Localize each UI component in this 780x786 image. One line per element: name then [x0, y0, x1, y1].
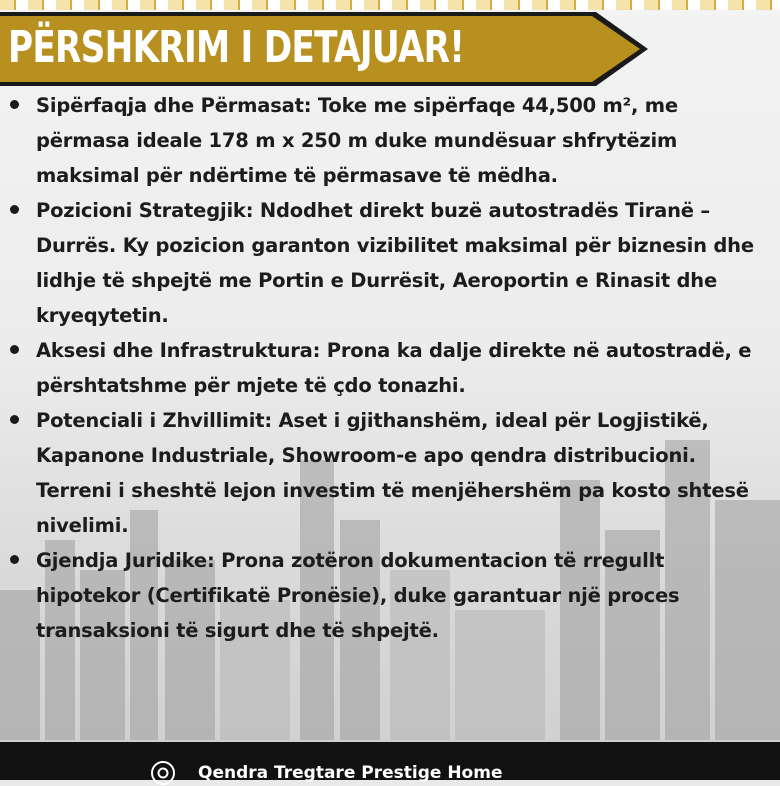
list-item-legal	[0, 543, 780, 648]
list-item-text: Potenciali i Zhvillimit: Aset i gjithanshëm, ideal për Logjistikë, Kapanone Industriale, Showroom-e apo qendra distribucioni. Terreni i sheshtë lejon investim të menjëhershëm pa kosto shtesë nivelimi.	[36, 409, 749, 537]
list-item-position	[0, 193, 780, 333]
list-item-text: Pozicioni Strategjik: Ndodhet direkt buzë autostradës Tiranë – Durrës. Ky pozicion garanton vizibilitet maksimal për biznesin dhe lidhje të shpejtë me Portin e Durrësit, Aeroportin e Rinasit dhe kryeqytetin.	[36, 199, 754, 327]
page-title: PËRSHKRIM I DETAJUAR!	[8, 22, 465, 73]
bullet-icon	[10, 100, 19, 109]
bullet-icon	[10, 415, 19, 424]
description-list	[0, 88, 780, 648]
list-item-access	[0, 333, 780, 403]
list-item-surface	[0, 88, 780, 193]
bullet-icon	[10, 345, 19, 354]
footer-location	[150, 760, 502, 786]
footer-location-text: Qendra Tregtare Prestige Home	[198, 763, 503, 783]
footer-bar	[0, 742, 780, 783]
location-pin-icon	[150, 760, 176, 786]
list-item-text: Gjendja Juridike: Prona zotëron dokumentacion të rregullt hipotekor (Certifikatë Pronësie), duke garantuar një proces transaksioni të sigurt dhe të shpejtë.	[36, 549, 680, 642]
list-item-text: Aksesi dhe Infrastruktura: Prona ka dalje direkte në autostradë, e përshtatshme për mjete të çdo tonazhi.	[36, 339, 752, 397]
bullet-icon	[10, 555, 19, 564]
decorative-top-strip	[0, 0, 780, 10]
list-item-potential	[0, 403, 780, 543]
list-item-text: Sipërfaqja dhe Përmasat: Toke me sipërfaqe 44,500 m², me përmasa ideale 178 m x 250 m duke mundësuar shfrytëzim maksimal për ndërtime të përmasave të mëdha.	[36, 94, 678, 187]
bullet-icon	[10, 205, 19, 214]
